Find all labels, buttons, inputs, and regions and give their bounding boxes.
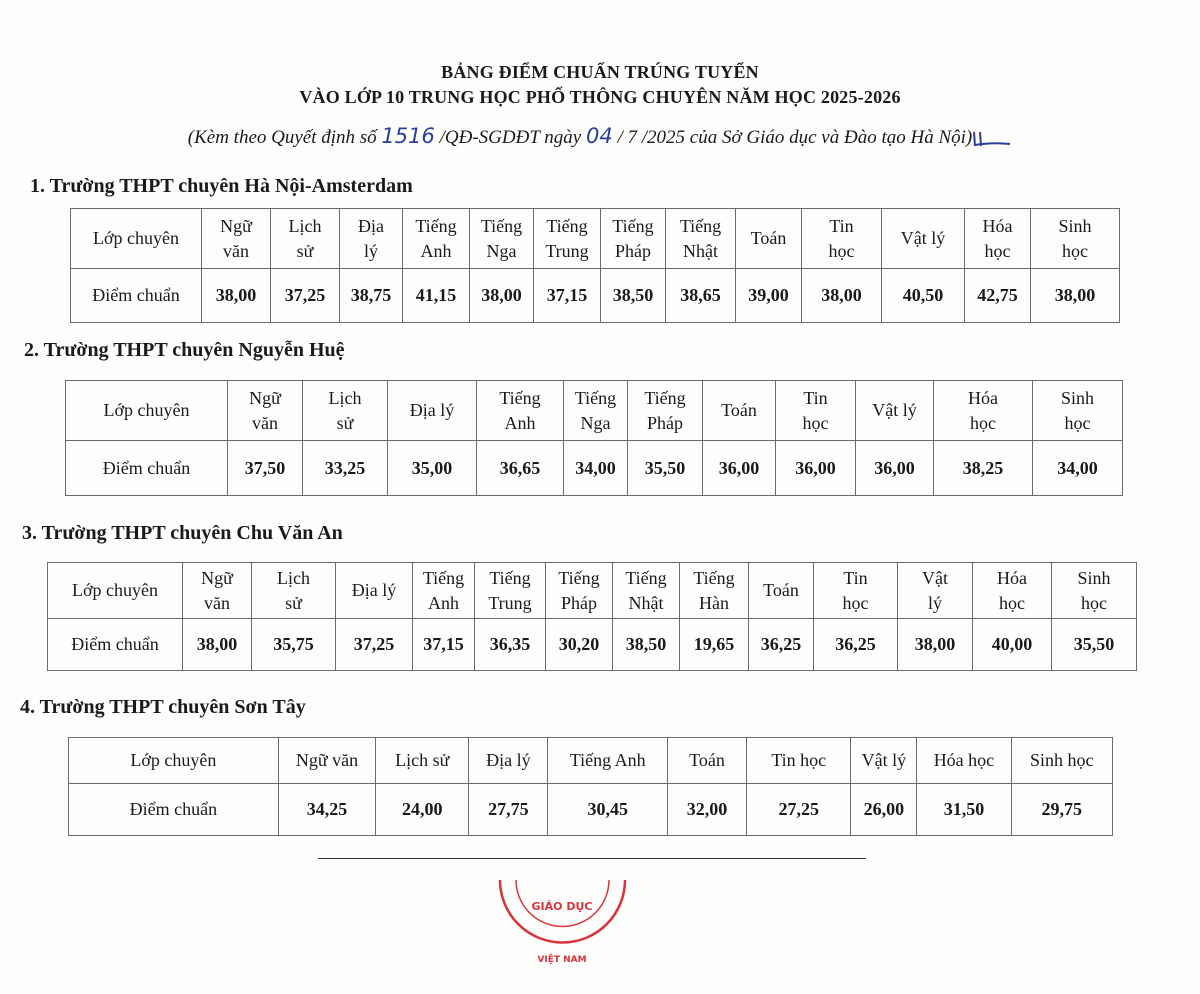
table-nguyen-hue	[65, 380, 1123, 496]
subtitle-suffix: / 7 /2025 của Sở Giáo dục và Đào tạo Hà Nội)	[612, 127, 973, 148]
decision-number: 1516	[381, 124, 435, 148]
section-title-nguyen-hue: 2. Trường THPT chuyên Nguyễn Huệ	[24, 339, 345, 361]
subject-header	[601, 209, 666, 269]
score-cell: 19,65	[680, 619, 749, 671]
subject-header-line: Tin	[829, 215, 854, 236]
subject-header	[548, 738, 668, 784]
subject-header	[278, 738, 375, 784]
subject-header	[336, 563, 413, 619]
subject-header-line: Ngữ	[220, 215, 252, 236]
section-title-chu-van-an: 3. Trường THPT chuyên Chu Văn An	[22, 522, 343, 544]
subject-header-line: sử	[336, 412, 354, 433]
subject-header-line: Địa	[358, 215, 384, 236]
official-seal-icon	[480, 870, 645, 990]
subject-header-line: Sinh học	[1030, 750, 1094, 770]
subject-header	[882, 209, 965, 269]
signature-mark-icon	[972, 130, 1012, 148]
subject-header	[668, 738, 747, 784]
decision-subtitle	[0, 124, 1200, 149]
score-cell: 38,00	[1031, 269, 1120, 323]
score-cell: 40,00	[973, 619, 1052, 671]
subject-header-line: Lịch	[328, 387, 362, 408]
subject-header-line: Hóa học	[933, 750, 995, 770]
score-cell: 37,15	[534, 269, 601, 323]
subject-header	[376, 738, 469, 784]
subtitle-prefix: (Kèm theo Quyết định số	[187, 127, 382, 148]
score-cell: 40,50	[882, 269, 965, 323]
subject-header	[973, 563, 1052, 619]
subject-header-line: sử	[296, 240, 314, 261]
subject-header	[469, 738, 548, 784]
subject-header-line: Tiếng	[558, 567, 600, 588]
subject-header-line: học	[1062, 240, 1088, 261]
score-cell: 38,50	[613, 619, 680, 671]
subject-header-line: văn	[204, 592, 230, 613]
subject-header-line: Tin học	[771, 750, 827, 770]
score-cell: 42,75	[965, 269, 1031, 323]
score-row	[69, 784, 1113, 836]
row-label-score: Điểm chuẩn	[71, 269, 202, 323]
score-cell: 35,50	[1052, 619, 1137, 671]
score-cell: 41,15	[403, 269, 470, 323]
score-cell: 39,00	[736, 269, 802, 323]
subject-row	[69, 738, 1113, 784]
score-cell: 26,00	[851, 784, 917, 836]
subject-header-line: Nga	[580, 412, 611, 433]
score-cell: 38,75	[340, 269, 403, 323]
subject-header	[534, 209, 601, 269]
score-cell: 36,00	[776, 441, 856, 496]
score-cell: 38,00	[802, 269, 882, 323]
subject-header-line: Lịch	[288, 215, 322, 236]
table-chu-van-an	[47, 562, 1137, 671]
score-cell: 37,25	[336, 619, 413, 671]
score-cell: 36,65	[477, 441, 564, 496]
subject-header	[183, 563, 252, 619]
subject-header-line: Lịch sử	[395, 750, 450, 770]
score-row	[66, 441, 1123, 496]
score-cell: 29,75	[1011, 784, 1112, 836]
score-cell: 27,25	[747, 784, 851, 836]
subject-header-line: học	[999, 592, 1025, 613]
subject-header	[303, 381, 388, 441]
subject-header-line: Sinh	[1077, 567, 1111, 588]
title-line-2: VÀO LỚP 10 TRUNG HỌC PHỔ THÔNG CHUYÊN NĂM HỌC 2025-2026	[299, 87, 901, 107]
subject-header	[898, 563, 973, 619]
table-son-tay	[68, 737, 1113, 836]
subject-header	[202, 209, 271, 269]
subject-header-line: Vật lý	[900, 228, 946, 248]
subject-header-line: Toán	[689, 750, 725, 770]
svg-text:VIỆT NAM: VIỆT NAM	[537, 955, 587, 965]
subject-header-line: Tiếng	[693, 567, 735, 588]
score-cell: 37,15	[413, 619, 475, 671]
subject-header-line: Tiếng	[644, 387, 686, 408]
subject-header	[388, 381, 477, 441]
subject-header-line: Nga	[486, 240, 517, 261]
score-cell: 37,25	[271, 269, 340, 323]
subject-header-line: Toán	[721, 400, 757, 420]
subject-header	[802, 209, 882, 269]
subject-header-line: Pháp	[561, 592, 597, 613]
score-cell: 36,25	[814, 619, 898, 671]
subject-header	[965, 209, 1031, 269]
score-cell: 32,00	[668, 784, 747, 836]
score-cell: 36,00	[703, 441, 776, 496]
score-row	[71, 269, 1120, 323]
score-cell: 30,45	[548, 784, 668, 836]
subject-header	[252, 563, 336, 619]
subject-header-line: Anh	[428, 592, 459, 613]
score-cell: 30,20	[546, 619, 613, 671]
subject-header-line: Ngữ	[201, 567, 233, 588]
subject-row	[48, 563, 1137, 619]
subject-header	[546, 563, 613, 619]
score-cell: 37,50	[228, 441, 303, 496]
subject-header-line: học	[984, 240, 1011, 261]
subject-header-line: Địa lý	[486, 750, 531, 770]
subject-header-line: Tiếng	[422, 567, 465, 588]
score-cell: 38,00	[470, 269, 534, 323]
score-cell: 27,75	[469, 784, 548, 836]
subtitle-middle: /QĐ-SGDĐT ngày	[434, 127, 586, 148]
subject-row	[71, 209, 1120, 269]
score-cell: 35,75	[252, 619, 336, 671]
subject-header-line: Tiếng	[480, 215, 523, 236]
subject-header	[917, 738, 1011, 784]
subject-header-line: Tiếng	[612, 215, 654, 236]
subject-header-line: Tiếng	[625, 567, 667, 588]
subject-header-line: Vật	[922, 567, 948, 588]
subject-header-line: lý	[927, 592, 942, 613]
row-label-score: Điểm chuẩn	[66, 441, 228, 496]
subject-header-line: Hóa	[982, 215, 1013, 236]
subject-header-line: học	[970, 412, 996, 433]
subject-header	[776, 381, 856, 441]
subject-header-line: Lịch	[277, 567, 310, 588]
row-label-score: Điểm chuẩn	[69, 784, 279, 836]
score-cell: 35,50	[628, 441, 703, 496]
subject-header-line: Tiếng	[679, 215, 722, 236]
subject-header-line: Pháp	[615, 240, 651, 261]
row-label-subject: Lớp chuyên	[48, 563, 183, 619]
subject-header-line: Nhật	[628, 592, 664, 613]
subject-header-line: Địa lý	[351, 580, 397, 600]
subject-header	[228, 381, 303, 441]
score-cell: 36,00	[856, 441, 934, 496]
bottom-divider	[318, 858, 866, 859]
subject-header-line: Sinh	[1060, 387, 1094, 408]
decision-day: 04	[586, 124, 613, 148]
subject-header	[934, 381, 1033, 441]
subject-header	[856, 381, 934, 441]
subject-header	[1033, 381, 1123, 441]
subject-header	[470, 209, 534, 269]
score-cell: 33,25	[303, 441, 388, 496]
subject-header-line: lý	[363, 240, 378, 261]
score-cell: 35,00	[388, 441, 477, 496]
score-cell: 34,00	[564, 441, 628, 496]
subject-header-line: học	[1081, 592, 1107, 613]
subject-header-line: Hóa	[968, 387, 998, 408]
subject-header	[1031, 209, 1120, 269]
subject-header-line: Tiếng	[415, 215, 457, 236]
subject-header-line: Nhật	[683, 240, 718, 261]
subject-header-line: Vật lý	[861, 750, 907, 770]
section-title-son-tay: 4. Trường THPT chuyên Sơn Tây	[20, 696, 306, 718]
subject-header-line: Tiếng	[546, 215, 588, 236]
score-cell: 31,50	[917, 784, 1011, 836]
subject-header-line: văn	[252, 412, 278, 433]
subject-header-line: Toán	[750, 228, 787, 248]
score-cell: 38,65	[666, 269, 736, 323]
subject-header-line: Ngữ văn	[295, 750, 359, 770]
subject-header	[477, 381, 564, 441]
subject-header	[413, 563, 475, 619]
subject-header	[564, 381, 628, 441]
score-cell: 36,35	[475, 619, 546, 671]
row-label-subject: Lớp chuyên	[66, 381, 228, 441]
score-cell: 36,25	[749, 619, 814, 671]
subject-header-line: văn	[223, 240, 249, 261]
score-cell: 38,50	[601, 269, 666, 323]
subject-header	[814, 563, 898, 619]
subject-header-line: Anh	[504, 412, 536, 433]
subject-header-line: Sinh	[1058, 215, 1092, 236]
subject-header-line: Tin	[843, 567, 868, 588]
subject-header	[1052, 563, 1137, 619]
subject-header-line: Tiếng	[489, 567, 531, 588]
subject-header	[613, 563, 680, 619]
subject-header-line: sử	[285, 592, 302, 613]
subject-header-line: Pháp	[647, 412, 683, 433]
score-cell: 38,00	[202, 269, 271, 323]
subject-header-line: học	[802, 412, 829, 433]
row-label-score: Điểm chuẩn	[48, 619, 183, 671]
subject-header-line: Tin	[803, 387, 828, 408]
score-cell: 24,00	[376, 784, 469, 836]
subject-header-line: học	[842, 592, 869, 613]
subject-row	[66, 381, 1123, 441]
subject-header	[628, 381, 703, 441]
subject-header-line: Trung	[545, 240, 589, 261]
subject-header	[736, 209, 802, 269]
subject-header-line: Tiếng Anh	[569, 750, 646, 770]
subject-header	[403, 209, 470, 269]
subject-header	[680, 563, 749, 619]
subject-header-line: Hàn	[699, 592, 729, 613]
score-cell: 38,25	[934, 441, 1033, 496]
subject-header	[340, 209, 403, 269]
subject-header	[1011, 738, 1112, 784]
subject-header	[475, 563, 546, 619]
row-label-subject: Lớp chuyên	[71, 209, 202, 269]
score-cell: 34,00	[1033, 441, 1123, 496]
subject-header-line: Toán	[763, 580, 799, 600]
subject-header-line: Địa lý	[409, 400, 455, 420]
title-line-1: BẢNG ĐIỂM CHUẨN TRÚNG TUYỂN	[441, 62, 759, 82]
subject-header	[703, 381, 776, 441]
subject-header	[271, 209, 340, 269]
subject-header	[747, 738, 851, 784]
table-amsterdam	[70, 208, 1120, 323]
subject-header-line: Tiếng	[499, 387, 541, 408]
score-row	[48, 619, 1137, 671]
subject-header	[749, 563, 814, 619]
score-cell: 38,00	[183, 619, 252, 671]
score-cell: 34,25	[278, 784, 375, 836]
section-title-amsterdam: 1. Trường THPT chuyên Hà Nội-Amsterdam	[30, 175, 413, 197]
subject-header-line: Trung	[488, 592, 532, 613]
subject-header	[666, 209, 736, 269]
subject-header-line: Ngữ	[249, 387, 281, 408]
score-cell: 38,00	[898, 619, 973, 671]
subject-header	[851, 738, 917, 784]
subject-header-line: Anh	[420, 240, 452, 261]
subject-header-line: học	[828, 240, 855, 261]
subject-header-line: Tiếng	[574, 387, 617, 408]
subject-header-line: học	[1064, 412, 1091, 433]
row-label-subject: Lớp chuyên	[69, 738, 279, 784]
subject-header-line: Vật lý	[872, 400, 917, 420]
svg-text:GIÁO DỤC: GIÁO DỤC	[531, 900, 593, 913]
subject-header-line: Hóa	[997, 567, 1027, 588]
